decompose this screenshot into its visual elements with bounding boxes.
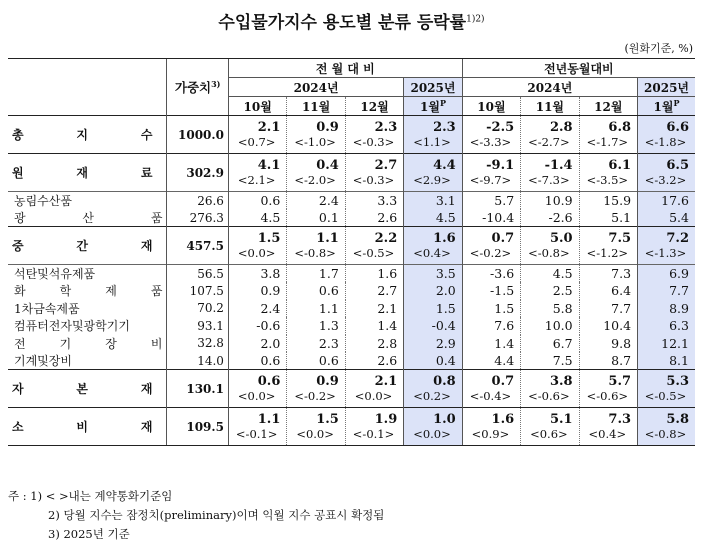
yoy-value: 0.7: [491, 374, 515, 389]
header-yoy-m11: 11월: [521, 97, 579, 116]
yoy-cell: [638, 154, 695, 192]
yoy-cell: 6.9: [638, 265, 695, 283]
mom-contract-value: <-0.1>: [352, 427, 395, 441]
yoy-cell: [579, 116, 637, 154]
mom-cell: 2.4: [287, 192, 345, 210]
mom-cell: [228, 370, 286, 408]
mom-contract-value: <-1.0>: [294, 135, 336, 149]
yoy-cell: -3.6: [462, 265, 520, 283]
yoy-cell: -10.4: [462, 209, 520, 227]
yoy-cell: 12.1: [638, 335, 695, 353]
row-label: 1차금속제품: [14, 301, 80, 316]
mom-cell: 4.5: [404, 209, 462, 227]
row-label: 소 비 재: [8, 408, 167, 446]
weight-cell: 1000.0: [167, 116, 229, 154]
yoy-cell: [579, 408, 637, 446]
mom-contract-value: <-2.0>: [294, 173, 336, 187]
yoy-contract-value: <0.9>: [471, 427, 510, 441]
yoy-cell: 4.4: [462, 352, 520, 370]
mom-cell: 3.5: [404, 265, 462, 283]
yoy-cell: 6.7: [521, 335, 579, 353]
yoy-contract-value: <-0.6>: [528, 389, 570, 403]
mom-contract-value: <0.7>: [237, 135, 276, 149]
yoy-cell: 17.6: [638, 192, 695, 210]
yoy-contract-value: <-0.2>: [469, 246, 512, 260]
weight-cell: 130.1: [167, 370, 229, 408]
row-label: 컴퓨터전자및광학기기: [14, 319, 130, 334]
yoy-contract-value: <-0.8>: [528, 246, 570, 260]
header-yoy-m12: 12월: [579, 97, 637, 116]
row-label: 중 간 재: [8, 227, 167, 265]
table-row: [8, 265, 695, 283]
header-yoy-m1: 1월$^P$: [638, 97, 695, 116]
yoy-cell: 10.9: [521, 192, 579, 210]
mom-value: 0.8: [433, 374, 456, 389]
table-row: [8, 209, 695, 227]
yoy-value: 7.2: [666, 231, 689, 246]
mom-cell: 3.3: [345, 192, 403, 210]
table-row: [8, 282, 695, 300]
mom-value: 1.5: [316, 412, 339, 427]
mom-cell: [287, 370, 345, 408]
mom-contract-value: <-0.3>: [352, 135, 395, 149]
yoy-contract-value: <-2.7>: [528, 135, 570, 149]
table-row: [8, 154, 695, 192]
yoy-contract-value: <-1.8>: [644, 135, 687, 149]
mom-cell: 2.7: [345, 282, 403, 300]
yoy-cell: 4.5: [521, 265, 579, 283]
unit-label: (원화기준, %): [624, 42, 693, 55]
yoy-cell: 7.7: [579, 300, 637, 318]
row-label: 원 재 료: [8, 154, 167, 192]
yoy-cell: [521, 116, 579, 154]
mom-cell: 0.4: [404, 352, 462, 370]
yoy-cell: 6.4: [579, 282, 637, 300]
mom-cell: -0.4: [404, 317, 462, 335]
mom-cell: [228, 227, 286, 265]
yoy-value: 5.7: [608, 374, 632, 389]
mom-value: 1.5: [257, 231, 281, 246]
header-yoy: 전년동월대비: [462, 59, 695, 78]
mom-value: 2.3: [374, 120, 398, 135]
mom-value: 1.1: [257, 412, 281, 427]
yoy-value: 6.8: [608, 120, 632, 135]
header-blank: [8, 59, 167, 116]
mom-cell: [287, 227, 345, 265]
mom-cell: [345, 116, 403, 154]
mom-cell: 2.4: [228, 300, 286, 318]
yoy-contract-value: <-7.3>: [528, 173, 570, 187]
weight-cell: 70.2: [167, 300, 229, 318]
mom-cell: 2.6: [345, 209, 403, 227]
row-label: 광 산 품: [14, 211, 163, 225]
weight-cell: 56.5: [167, 265, 229, 283]
row-label: 기계및장비: [14, 354, 72, 368]
yoy-value: 5.0: [549, 231, 573, 246]
notes-prefix: 주 :: [8, 489, 27, 503]
yoy-value: 5.1: [549, 412, 573, 427]
mom-contract-value: <-0.3>: [352, 173, 395, 187]
mom-cell: [287, 408, 345, 446]
mom-value: 0.9: [316, 120, 339, 135]
yoy-contract-value: <-0.6>: [586, 389, 629, 403]
yoy-cell: [638, 227, 695, 265]
mom-cell: [404, 154, 462, 192]
yoy-cell: [579, 154, 637, 192]
weight-cell: 276.3: [167, 209, 229, 227]
mom-contract-value: <0.0>: [237, 389, 276, 403]
mom-cell: 0.6: [228, 352, 286, 370]
yoy-cell: [462, 154, 520, 192]
mom-contract-value: <1.1>: [413, 135, 451, 149]
mom-cell: [228, 408, 286, 446]
yoy-contract-value: <-0.5>: [644, 389, 687, 403]
table-row: [8, 408, 695, 446]
yoy-cell: 10.4: [579, 317, 637, 335]
yoy-value: 6.6: [666, 120, 689, 135]
mom-cell: [404, 116, 462, 154]
mom-cell: [404, 227, 462, 265]
mom-cell: 0.6: [287, 352, 345, 370]
mom-cell: 2.3: [287, 335, 345, 353]
mom-cell: 1.1: [287, 300, 345, 318]
mom-value: 4.4: [433, 158, 456, 173]
weight-cell: 32.8: [167, 335, 229, 353]
yoy-cell: [638, 408, 695, 446]
mom-contract-value: <-0.2>: [294, 389, 336, 403]
mom-cell: 1.6: [345, 265, 403, 283]
yoy-value: 5.3: [666, 374, 689, 389]
weight-cell: 302.9: [167, 154, 229, 192]
row-label: 자 본 재: [8, 370, 167, 408]
header-mom-m10: 10월: [228, 97, 286, 116]
mom-contract-value: <-0.1>: [235, 427, 278, 441]
mom-value: 2.1: [374, 374, 398, 389]
yoy-cell: 6.3: [638, 317, 695, 335]
yoy-cell: [462, 227, 520, 265]
yoy-cell: 2.5: [521, 282, 579, 300]
yoy-value: 6.5: [666, 158, 689, 173]
header-weight: 가중치$^{3)}$: [167, 59, 229, 116]
yoy-cell: [521, 227, 579, 265]
weight-cell: 109.5: [167, 408, 229, 446]
yoy-contract-value: <-3.2>: [644, 173, 687, 187]
yoy-value: -1.4: [544, 158, 573, 173]
yoy-value: 0.7: [491, 231, 515, 246]
header-mom-m12: 12월: [345, 97, 403, 116]
mom-cell: 0.9: [228, 282, 286, 300]
yoy-cell: -1.5: [462, 282, 520, 300]
header-mom-2025: 2025년: [404, 78, 462, 97]
mom-value: 4.1: [257, 158, 281, 173]
mom-value: 1.6: [433, 231, 456, 246]
mom-cell: [345, 154, 403, 192]
header-yoy-m10: 10월: [462, 97, 520, 116]
mom-contract-value: <0.0>: [354, 389, 393, 403]
mom-value: 0.4: [316, 158, 339, 173]
note-1: 1) < >내는 계약통화기준임: [30, 489, 173, 503]
mom-cell: 2.8: [345, 335, 403, 353]
mom-cell: [404, 370, 462, 408]
mom-cell: [345, 408, 403, 446]
mom-cell: [287, 154, 345, 192]
mom-cell: [228, 154, 286, 192]
mom-cell: 2.1: [345, 300, 403, 318]
mom-contract-value: <0.0>: [296, 427, 334, 441]
table-row: [8, 116, 695, 154]
mom-cell: [287, 116, 345, 154]
yoy-cell: 7.6: [462, 317, 520, 335]
yoy-cell: [638, 116, 695, 154]
header-mom: 전 월 대 비: [228, 59, 462, 78]
yoy-contract-value: <0.4>: [588, 427, 627, 441]
header-mom-m1: 1월$^P$: [404, 97, 462, 116]
page-title: 수입물가지수 용도별 분류 등락률$^{1)2)}$: [218, 13, 485, 33]
mom-value: 1.1: [316, 231, 339, 246]
table-row: [8, 227, 695, 265]
mom-cell: [345, 370, 403, 408]
data-table: [8, 58, 695, 446]
yoy-cell: 7.5: [521, 352, 579, 370]
yoy-cell: [579, 370, 637, 408]
row-label: 총 지 수: [8, 116, 167, 154]
yoy-cell: [462, 116, 520, 154]
mom-cell: 1.3: [287, 317, 345, 335]
mom-value: 0.9: [316, 374, 339, 389]
mom-value: 1.9: [374, 412, 398, 427]
yoy-value: 1.6: [491, 412, 515, 427]
yoy-cell: 7.3: [579, 265, 637, 283]
yoy-contract-value: <-3.3>: [469, 135, 512, 149]
yoy-cell: 15.9: [579, 192, 637, 210]
yoy-contract-value: <-0.4>: [469, 389, 512, 403]
yoy-cell: [521, 154, 579, 192]
yoy-cell: [638, 370, 695, 408]
yoy-value: 2.8: [549, 120, 573, 135]
mom-contract-value: <0.2>: [413, 389, 451, 403]
note-3: 3) 2025년 기준: [48, 527, 130, 541]
yoy-cell: 5.8: [521, 300, 579, 318]
mom-cell: 1.5: [404, 300, 462, 318]
yoy-cell: [462, 370, 520, 408]
mom-value: 2.1: [257, 120, 281, 135]
weight-cell: 107.5: [167, 282, 229, 300]
row-label: 전 기 장 비: [14, 336, 163, 351]
mom-contract-value: <2.9>: [413, 173, 451, 187]
yoy-cell: 8.9: [638, 300, 695, 318]
mom-contract-value: <-0.5>: [352, 246, 395, 260]
header-mom-m11: 11월: [287, 97, 345, 116]
yoy-cell: 1.5: [462, 300, 520, 318]
row-label: 화 학 제 품: [14, 284, 163, 299]
mom-cell: 2.6: [345, 352, 403, 370]
mom-cell: -0.6: [228, 317, 286, 335]
yoy-cell: [579, 227, 637, 265]
yoy-value: 3.8: [549, 374, 573, 389]
yoy-value: 6.1: [608, 158, 632, 173]
header-yoy-2025: 2025년: [638, 78, 695, 97]
mom-cell: 0.1: [287, 209, 345, 227]
yoy-contract-value: <-0.8>: [644, 427, 687, 441]
mom-cell: [345, 227, 403, 265]
mom-value: 2.3: [433, 120, 456, 135]
table-row: [8, 335, 695, 353]
weight-cell: 14.0: [167, 352, 229, 370]
table-row: [8, 192, 695, 210]
yoy-cell: 10.0: [521, 317, 579, 335]
mom-contract-value: <0.0>: [237, 246, 276, 260]
yoy-cell: [462, 408, 520, 446]
mom-cell: 2.0: [228, 335, 286, 353]
note-2: 2) 당월 지수는 잠정치(preliminary)이며 익월 지수 공표시 확정됨: [48, 508, 385, 522]
table-row: [8, 370, 695, 408]
mom-contract-value: <0.4>: [413, 246, 451, 260]
mom-cell: 3.1: [404, 192, 462, 210]
yoy-value: -2.5: [486, 120, 515, 135]
yoy-value: 7.3: [608, 412, 632, 427]
mom-cell: 1.4: [345, 317, 403, 335]
header-yoy-2024: 2024년: [462, 78, 637, 97]
yoy-contract-value: <0.6>: [530, 427, 568, 441]
mom-cell: [404, 408, 462, 446]
yoy-value: 7.5: [608, 231, 632, 246]
yoy-cell: 5.4: [638, 209, 695, 227]
yoy-contract-value: <-1.3>: [644, 246, 687, 260]
weight-cell: 26.6: [167, 192, 229, 210]
yoy-contract-value: <-1.2>: [586, 246, 629, 260]
yoy-cell: 8.1: [638, 352, 695, 370]
mom-cell: 0.6: [287, 282, 345, 300]
mom-cell: 2.0: [404, 282, 462, 300]
row-label: 석탄및석유제품: [8, 265, 167, 283]
mom-value: 0.6: [257, 374, 281, 389]
table-row: [8, 352, 695, 370]
yoy-cell: 1.4: [462, 335, 520, 353]
yoy-cell: -2.6: [521, 209, 579, 227]
header-mom-2024: 2024년: [228, 78, 403, 97]
mom-cell: 4.5: [228, 209, 286, 227]
mom-contract-value: <-0.8>: [294, 246, 336, 260]
yoy-cell: 5.1: [579, 209, 637, 227]
yoy-cell: 9.8: [579, 335, 637, 353]
yoy-cell: [521, 408, 579, 446]
yoy-contract-value: <-3.5>: [586, 173, 629, 187]
table-row: [8, 317, 695, 335]
mom-value: 2.7: [374, 158, 398, 173]
yoy-value: -9.1: [486, 158, 515, 173]
mom-cell: 2.9: [404, 335, 462, 353]
mom-value: 1.0: [433, 412, 456, 427]
yoy-contract-value: <-9.7>: [469, 173, 512, 187]
row-label: 농림수산품: [8, 192, 167, 210]
weight-cell: 93.1: [167, 317, 229, 335]
yoy-cell: 8.7: [579, 352, 637, 370]
weight-cell: 457.5: [167, 227, 229, 265]
table-row: [8, 300, 695, 318]
footnotes: [8, 487, 384, 544]
mom-cell: [228, 116, 286, 154]
mom-cell: 1.7: [287, 265, 345, 283]
yoy-value: 5.8: [666, 412, 689, 427]
mom-contract-value: <0.0>: [413, 427, 451, 441]
yoy-cell: 7.7: [638, 282, 695, 300]
mom-cell: 3.8: [228, 265, 286, 283]
mom-value: 2.2: [374, 231, 398, 246]
mom-contract-value: <2.1>: [237, 173, 276, 187]
yoy-contract-value: <-1.7>: [586, 135, 629, 149]
yoy-cell: [521, 370, 579, 408]
yoy-cell: 5.7: [462, 192, 520, 210]
mom-cell: 0.6: [228, 192, 286, 210]
